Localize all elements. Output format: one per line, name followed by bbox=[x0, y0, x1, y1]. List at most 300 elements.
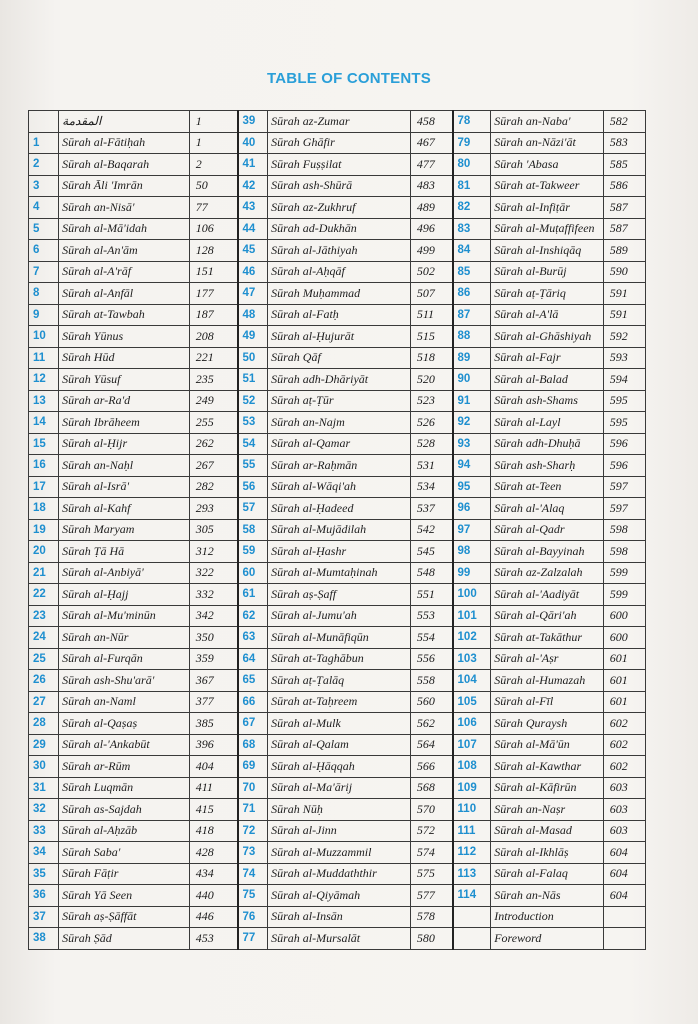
surah-number: 96 bbox=[453, 498, 491, 520]
table-row bbox=[29, 562, 646, 584]
page-number: 553 bbox=[410, 605, 452, 627]
surah-number: 2 bbox=[29, 154, 59, 176]
page-number: 597 bbox=[603, 476, 645, 498]
page-number: 577 bbox=[410, 885, 452, 907]
surah-name: Sūrah at-Takāthur bbox=[491, 627, 604, 649]
page-number: 458 bbox=[410, 111, 452, 133]
page-number: 592 bbox=[603, 326, 645, 348]
surah-number: 19 bbox=[29, 519, 59, 541]
surah-name: Sūrah al-An'ām bbox=[59, 240, 190, 262]
table-row bbox=[29, 175, 646, 197]
surah-number: 32 bbox=[29, 799, 59, 821]
contents-table bbox=[28, 110, 646, 950]
page-number: 578 bbox=[410, 906, 452, 928]
surah-number: 11 bbox=[29, 347, 59, 369]
surah-name: Sūrah at-Tawbah bbox=[59, 304, 190, 326]
surah-number: 17 bbox=[29, 476, 59, 498]
surah-name: Introduction bbox=[491, 906, 604, 928]
surah-number: 49 bbox=[238, 326, 268, 348]
surah-number: 70 bbox=[238, 777, 268, 799]
surah-name: Sūrah al-Fajr bbox=[491, 347, 604, 369]
surah-number: 61 bbox=[238, 584, 268, 606]
table-row bbox=[29, 670, 646, 692]
surah-number: 26 bbox=[29, 670, 59, 692]
surah-number: 41 bbox=[238, 154, 268, 176]
surah-name: Sūrah al-Muzzammil bbox=[268, 842, 411, 864]
surah-name: Sūrah ar-Rūm bbox=[59, 756, 190, 778]
surah-number: 29 bbox=[29, 734, 59, 756]
page-number: 177 bbox=[189, 283, 237, 305]
surah-name: Sūrah al-Falaq bbox=[491, 863, 604, 885]
surah-number: 94 bbox=[453, 455, 491, 477]
page-number: 255 bbox=[189, 412, 237, 434]
surah-number: 89 bbox=[453, 347, 491, 369]
page-number: 548 bbox=[410, 562, 452, 584]
surah-number: 22 bbox=[29, 584, 59, 606]
page-number: 332 bbox=[189, 584, 237, 606]
surah-name: Sūrah al-Humazah bbox=[491, 670, 604, 692]
surah-name: Sūrah al-Anbiyā' bbox=[59, 562, 190, 584]
surah-number: 62 bbox=[238, 605, 268, 627]
table-row bbox=[29, 713, 646, 735]
table-row bbox=[29, 218, 646, 240]
page-number: 477 bbox=[410, 154, 452, 176]
surah-name: Sūrah al-Anfāl bbox=[59, 283, 190, 305]
surah-name: Sūrah Ghāfir bbox=[268, 132, 411, 154]
surah-name: Sūrah al-Ma'ārij bbox=[268, 777, 411, 799]
surah-name: Sūrah al-Mursalāt bbox=[268, 928, 411, 950]
page-number: 440 bbox=[189, 885, 237, 907]
table-row bbox=[29, 347, 646, 369]
table-row bbox=[29, 498, 646, 520]
surah-name: Sūrah ash-Shu'arā' bbox=[59, 670, 190, 692]
surah-name: Sūrah Yūnus bbox=[59, 326, 190, 348]
surah-name: Sūrah an-Nāzi'āt bbox=[491, 132, 604, 154]
surah-name: Sūrah al-Balad bbox=[491, 369, 604, 391]
table-row bbox=[29, 820, 646, 842]
surah-name: Sūrah al-Jāthiyah bbox=[268, 240, 411, 262]
surah-name: Sūrah al-Ghāshiyah bbox=[491, 326, 604, 348]
page-number: 551 bbox=[410, 584, 452, 606]
surah-number: 101 bbox=[453, 605, 491, 627]
table-row bbox=[29, 799, 646, 821]
page-number: 589 bbox=[603, 240, 645, 262]
surah-number: 100 bbox=[453, 584, 491, 606]
page-number: 502 bbox=[410, 261, 452, 283]
surah-number: 43 bbox=[238, 197, 268, 219]
surah-name: Sūrah Quraysh bbox=[491, 713, 604, 735]
page-number: 590 bbox=[603, 261, 645, 283]
table-row bbox=[29, 541, 646, 563]
surah-name: Sūrah an-Nūr bbox=[59, 627, 190, 649]
page-number: 534 bbox=[410, 476, 452, 498]
table-row bbox=[29, 756, 646, 778]
surah-name: Sūrah al-Aḥzāb bbox=[59, 820, 190, 842]
surah-name: Sūrah al-Mumtaḥinah bbox=[268, 562, 411, 584]
page-number: 603 bbox=[603, 799, 645, 821]
surah-number: 76 bbox=[238, 906, 268, 928]
surah-name: Sūrah al-Qāri'ah bbox=[491, 605, 604, 627]
surah-name: Sūrah as-Sajdah bbox=[59, 799, 190, 821]
surah-number: 38 bbox=[29, 928, 59, 950]
surah-name: Sūrah al-Qaṣaṣ bbox=[59, 713, 190, 735]
surah-name: Sūrah al-Furqān bbox=[59, 648, 190, 670]
surah-number: 54 bbox=[238, 433, 268, 455]
surah-number: 90 bbox=[453, 369, 491, 391]
page-number: 542 bbox=[410, 519, 452, 541]
page-number: 267 bbox=[189, 455, 237, 477]
surah-number: 66 bbox=[238, 691, 268, 713]
surah-name: Sūrah al-Mulk bbox=[268, 713, 411, 735]
surah-number: 52 bbox=[238, 390, 268, 412]
page-number: 187 bbox=[189, 304, 237, 326]
surah-number: 69 bbox=[238, 756, 268, 778]
surah-number: 6 bbox=[29, 240, 59, 262]
table-row bbox=[29, 111, 646, 133]
page-number: 342 bbox=[189, 605, 237, 627]
surah-number: 81 bbox=[453, 175, 491, 197]
surah-number: 57 bbox=[238, 498, 268, 520]
surah-name: Sūrah ar-Ra'd bbox=[59, 390, 190, 412]
page-number: 305 bbox=[189, 519, 237, 541]
page-number: 602 bbox=[603, 734, 645, 756]
surah-name: Sūrah aṣ-Ṣāffāt bbox=[59, 906, 190, 928]
surah-name: Sūrah Ibrāheem bbox=[59, 412, 190, 434]
table-row bbox=[29, 691, 646, 713]
surah-number: 105 bbox=[453, 691, 491, 713]
surah-number: 47 bbox=[238, 283, 268, 305]
page-number: 396 bbox=[189, 734, 237, 756]
surah-name: Sūrah Saba' bbox=[59, 842, 190, 864]
surah-number: 97 bbox=[453, 519, 491, 541]
page-number: 566 bbox=[410, 756, 452, 778]
page-number: 591 bbox=[603, 283, 645, 305]
surah-name: Sūrah al-Ḥāqqah bbox=[268, 756, 411, 778]
page-number: 601 bbox=[603, 648, 645, 670]
surah-name: Sūrah al-Insān bbox=[268, 906, 411, 928]
table-row bbox=[29, 928, 646, 950]
surah-number: 36 bbox=[29, 885, 59, 907]
page-number: 526 bbox=[410, 412, 452, 434]
page-number: 601 bbox=[603, 691, 645, 713]
surah-name: Sūrah an-Najm bbox=[268, 412, 411, 434]
surah-number: 108 bbox=[453, 756, 491, 778]
table-row bbox=[29, 304, 646, 326]
page-title: TABLE OF CONTENTS bbox=[267, 70, 431, 87]
surah-number bbox=[453, 928, 491, 950]
surah-name: Sūrah al-Fīl bbox=[491, 691, 604, 713]
page-number: 601 bbox=[603, 670, 645, 692]
surah-number: 104 bbox=[453, 670, 491, 692]
table-row bbox=[29, 605, 646, 627]
surah-name: Sūrah al-Infiṭār bbox=[491, 197, 604, 219]
page-number: 587 bbox=[603, 197, 645, 219]
surah-name: Sūrah al-A'rāf bbox=[59, 261, 190, 283]
surah-name: Sūrah at-Taḥreem bbox=[268, 691, 411, 713]
page-number: 520 bbox=[410, 369, 452, 391]
surah-name: Sūrah aṣ-Ṣaff bbox=[268, 584, 411, 606]
surah-name: Sūrah al-Ikhlāṣ bbox=[491, 842, 604, 864]
surah-name: Sūrah Hūd bbox=[59, 347, 190, 369]
page-number: 467 bbox=[410, 132, 452, 154]
table-row bbox=[29, 519, 646, 541]
surah-name: Sūrah al-Muṭaffifeen bbox=[491, 218, 604, 240]
surah-name: Sūrah al-Muddaththir bbox=[268, 863, 411, 885]
surah-number: 111 bbox=[453, 820, 491, 842]
surah-number: 102 bbox=[453, 627, 491, 649]
surah-number: 87 bbox=[453, 304, 491, 326]
surah-name: Sūrah Yūsuf bbox=[59, 369, 190, 391]
table-row bbox=[29, 734, 646, 756]
surah-number: 71 bbox=[238, 799, 268, 821]
surah-name: Sūrah at-Takweer bbox=[491, 175, 604, 197]
page-number: 568 bbox=[410, 777, 452, 799]
surah-name: Sūrah al-Fātiḥah bbox=[59, 132, 190, 154]
surah-name: Sūrah al-Ḥajj bbox=[59, 584, 190, 606]
page-number: 531 bbox=[410, 455, 452, 477]
page-number: 599 bbox=[603, 562, 645, 584]
contents-table-body bbox=[29, 111, 646, 950]
surah-name: Sūrah Āli 'Imrān bbox=[59, 175, 190, 197]
page-number: 586 bbox=[603, 175, 645, 197]
surah-number: 77 bbox=[238, 928, 268, 950]
table-row bbox=[29, 777, 646, 799]
page-number: 359 bbox=[189, 648, 237, 670]
page-number: 562 bbox=[410, 713, 452, 735]
page-number: 604 bbox=[603, 842, 645, 864]
page-number: 580 bbox=[410, 928, 452, 950]
surah-number: 74 bbox=[238, 863, 268, 885]
page-number bbox=[603, 906, 645, 928]
surah-name: Sūrah Fuṣṣilat bbox=[268, 154, 411, 176]
page-number: 554 bbox=[410, 627, 452, 649]
surah-number: 37 bbox=[29, 906, 59, 928]
surah-number: 5 bbox=[29, 218, 59, 240]
surah-number: 45 bbox=[238, 240, 268, 262]
surah-number: 107 bbox=[453, 734, 491, 756]
page-number: 591 bbox=[603, 304, 645, 326]
page-number: 523 bbox=[410, 390, 452, 412]
surah-name: Sūrah aṭ-Ṭāriq bbox=[491, 283, 604, 305]
surah-number: 86 bbox=[453, 283, 491, 305]
page-number: 600 bbox=[603, 627, 645, 649]
surah-name: Sūrah al-Aḥqāf bbox=[268, 261, 411, 283]
surah-number: 88 bbox=[453, 326, 491, 348]
surah-number: 56 bbox=[238, 476, 268, 498]
page-number: 556 bbox=[410, 648, 452, 670]
table-row bbox=[29, 240, 646, 262]
surah-number: 51 bbox=[238, 369, 268, 391]
page-number: 322 bbox=[189, 562, 237, 584]
page-number: 496 bbox=[410, 218, 452, 240]
surah-name: Sūrah al-Jinn bbox=[268, 820, 411, 842]
page-number: 411 bbox=[189, 777, 237, 799]
surah-number: 93 bbox=[453, 433, 491, 455]
surah-number: 14 bbox=[29, 412, 59, 434]
page-number: 262 bbox=[189, 433, 237, 455]
surah-number: 4 bbox=[29, 197, 59, 219]
page-number: 595 bbox=[603, 390, 645, 412]
page-number: 585 bbox=[603, 154, 645, 176]
surah-number: 78 bbox=[453, 111, 491, 133]
page-number: 2 bbox=[189, 154, 237, 176]
surah-name: Sūrah ad-Dukhān bbox=[268, 218, 411, 240]
page-number: 385 bbox=[189, 713, 237, 735]
page-number: 603 bbox=[603, 820, 645, 842]
surah-number: 110 bbox=[453, 799, 491, 821]
page-number: 483 bbox=[410, 175, 452, 197]
surah-number: 64 bbox=[238, 648, 268, 670]
surah-name: Sūrah al-Qadr bbox=[491, 519, 604, 541]
table-row bbox=[29, 433, 646, 455]
surah-number: 60 bbox=[238, 562, 268, 584]
page-number: 350 bbox=[189, 627, 237, 649]
surah-number: 72 bbox=[238, 820, 268, 842]
surah-name: Sūrah al-Bayyinah bbox=[491, 541, 604, 563]
page-number: 572 bbox=[410, 820, 452, 842]
surah-number: 91 bbox=[453, 390, 491, 412]
page-number: 600 bbox=[603, 605, 645, 627]
table-row bbox=[29, 261, 646, 283]
surah-name: Sūrah at-Taghābun bbox=[268, 648, 411, 670]
page-number: 507 bbox=[410, 283, 452, 305]
surah-name: Sūrah ash-Shūrā bbox=[268, 175, 411, 197]
surah-number: 12 bbox=[29, 369, 59, 391]
surah-number: 21 bbox=[29, 562, 59, 584]
table-row bbox=[29, 132, 646, 154]
surah-name: Sūrah al-Qamar bbox=[268, 433, 411, 455]
page-number: 594 bbox=[603, 369, 645, 391]
page-number: 106 bbox=[189, 218, 237, 240]
surah-number: 7 bbox=[29, 261, 59, 283]
surah-number bbox=[29, 111, 59, 133]
table-row bbox=[29, 885, 646, 907]
surah-number: 67 bbox=[238, 713, 268, 735]
surah-name: Sūrah al-Burūj bbox=[491, 261, 604, 283]
surah-name: Sūrah al-Mā'ūn bbox=[491, 734, 604, 756]
page-number: 574 bbox=[410, 842, 452, 864]
surah-name: Sūrah 'Abasa bbox=[491, 154, 604, 176]
surah-number: 82 bbox=[453, 197, 491, 219]
surah-name: Sūrah Ṣād bbox=[59, 928, 190, 950]
table-row bbox=[29, 627, 646, 649]
surah-number: 65 bbox=[238, 670, 268, 692]
page-number bbox=[603, 928, 645, 950]
page-number: 1 bbox=[189, 111, 237, 133]
surah-number: 114 bbox=[453, 885, 491, 907]
page-number: 418 bbox=[189, 820, 237, 842]
surah-number: 13 bbox=[29, 390, 59, 412]
surah-number: 84 bbox=[453, 240, 491, 262]
page-number: 511 bbox=[410, 304, 452, 326]
surah-number: 27 bbox=[29, 691, 59, 713]
surah-number: 109 bbox=[453, 777, 491, 799]
surah-name: Sūrah al-A'lā bbox=[491, 304, 604, 326]
table-row bbox=[29, 648, 646, 670]
surah-number: 85 bbox=[453, 261, 491, 283]
table-row bbox=[29, 197, 646, 219]
surah-name: Sūrah al-Kāfirūn bbox=[491, 777, 604, 799]
surah-number: 42 bbox=[238, 175, 268, 197]
table-row bbox=[29, 283, 646, 305]
page-number: 599 bbox=[603, 584, 645, 606]
page-number: 596 bbox=[603, 455, 645, 477]
surah-name: Sūrah Luqmān bbox=[59, 777, 190, 799]
page-number: 603 bbox=[603, 777, 645, 799]
page-number: 50 bbox=[189, 175, 237, 197]
page-number: 598 bbox=[603, 519, 645, 541]
table-row bbox=[29, 369, 646, 391]
page-number: 595 bbox=[603, 412, 645, 434]
page-number: 604 bbox=[603, 863, 645, 885]
table-row bbox=[29, 584, 646, 606]
surah-name: Sūrah al-Qiyāmah bbox=[268, 885, 411, 907]
surah-name: Sūrah at-Teen bbox=[491, 476, 604, 498]
surah-name: Sūrah al-Inshiqāq bbox=[491, 240, 604, 262]
page-number: 499 bbox=[410, 240, 452, 262]
surah-number: 59 bbox=[238, 541, 268, 563]
page-number: 583 bbox=[603, 132, 645, 154]
page-number: 537 bbox=[410, 498, 452, 520]
surah-number: 112 bbox=[453, 842, 491, 864]
table-row bbox=[29, 863, 646, 885]
page-number: 587 bbox=[603, 218, 645, 240]
surah-number: 44 bbox=[238, 218, 268, 240]
surah-name: Sūrah az-Zalzalah bbox=[491, 562, 604, 584]
surah-name: Sūrah adh-Dhāriyāt bbox=[268, 369, 411, 391]
surah-number: 98 bbox=[453, 541, 491, 563]
page-number: 602 bbox=[603, 756, 645, 778]
surah-number: 48 bbox=[238, 304, 268, 326]
surah-name: Sūrah ash-Sharḥ bbox=[491, 455, 604, 477]
surah-number: 24 bbox=[29, 627, 59, 649]
page-number: 489 bbox=[410, 197, 452, 219]
surah-number bbox=[453, 906, 491, 928]
surah-number: 95 bbox=[453, 476, 491, 498]
surah-number: 1 bbox=[29, 132, 59, 154]
page-number: 282 bbox=[189, 476, 237, 498]
surah-name: Sūrah al-Fatḥ bbox=[268, 304, 411, 326]
page-number: 564 bbox=[410, 734, 452, 756]
surah-name: Sūrah al-Mujādilah bbox=[268, 519, 411, 541]
page-number: 515 bbox=[410, 326, 452, 348]
page-number: 518 bbox=[410, 347, 452, 369]
page-number: 293 bbox=[189, 498, 237, 520]
surah-name: Sūrah ash-Shams bbox=[491, 390, 604, 412]
page-number: 208 bbox=[189, 326, 237, 348]
surah-number: 40 bbox=[238, 132, 268, 154]
surah-name: Sūrah al-Mu'minūn bbox=[59, 605, 190, 627]
surah-name: Sūrah an-Naba' bbox=[491, 111, 604, 133]
page-number: 312 bbox=[189, 541, 237, 563]
table-row bbox=[29, 455, 646, 477]
page-number: 434 bbox=[189, 863, 237, 885]
surah-name: المقدمة bbox=[59, 111, 190, 133]
surah-number: 75 bbox=[238, 885, 268, 907]
page-number: 151 bbox=[189, 261, 237, 283]
surah-number: 3 bbox=[29, 175, 59, 197]
page-number: 77 bbox=[189, 197, 237, 219]
surah-number: 10 bbox=[29, 326, 59, 348]
page-number: 570 bbox=[410, 799, 452, 821]
surah-number: 16 bbox=[29, 455, 59, 477]
surah-number: 53 bbox=[238, 412, 268, 434]
page-number: 602 bbox=[603, 713, 645, 735]
surah-name: Sūrah Qāf bbox=[268, 347, 411, 369]
surah-name: Sūrah al-Kawthar bbox=[491, 756, 604, 778]
surah-number: 79 bbox=[453, 132, 491, 154]
surah-name: Sūrah aṭ-Ṭūr bbox=[268, 390, 411, 412]
